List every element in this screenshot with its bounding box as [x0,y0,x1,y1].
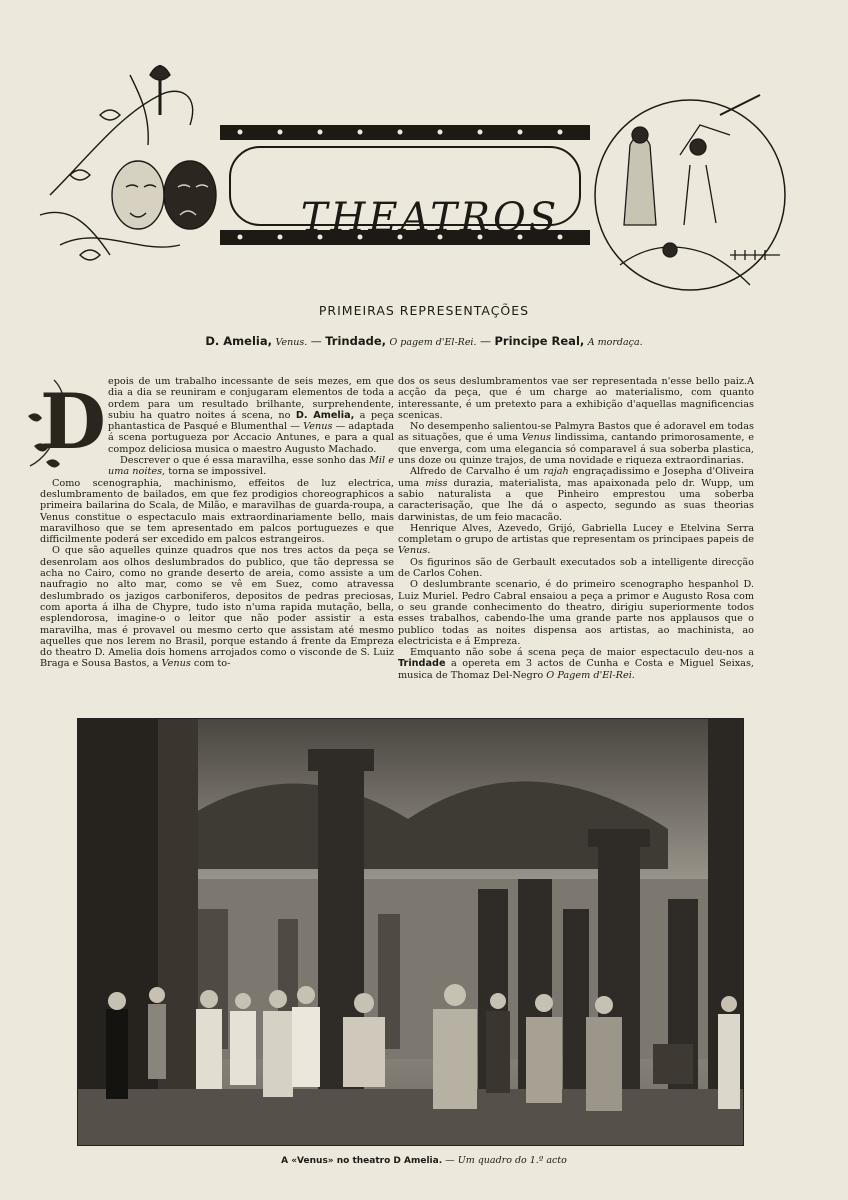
stage-scene-illustration [78,719,744,1146]
caption-sub: Um quadro do 1.º acto [457,1155,567,1166]
premiere-theatre-3: Principe Real, [494,334,585,348]
premiere-theatre-1: D. Amelia, [205,334,272,348]
paragraph: epois de um trabalho incessante de seis mezes, em que dia a dia se reuniram e conjugaram elementos de toda a ordem para um resultado brilhante, surprehendente, subiu ha quatro noites á scena, no D. Amelia, a peça phantastica de Pasqué e Blumenthal — Venus — adaptada á scena portugueza por Accacio Antunes, e para a qual compoz deliciosa musica o maestro Augusto Machado. [108,376,394,455]
premieres-line [0,334,848,348]
photo-caption [0,1155,848,1166]
paragraph: Emquanto não sobe á scena peça de maior espectaculo deu-nos a Trindade a opereta em 3 actos de Cunha e Costa e Miguel Seixas, musica de Thomaz Del-Negro O Pagem d'El-Rei. [398,647,754,681]
premiere-play-3: A mordaça. [587,337,643,348]
section-heading: PRIMEIRAS REPRESENTAÇÕES [318,303,530,318]
premiere-play-1: Venus. [275,337,308,348]
paragraph: No desempenho salientou-se Palmyra Bastos que é adoravel em todas as situações, que é uma Venus lindissima, cantando primorosamente, e que enverga, com uma elegancia só comparavel á sua soberba plastica, uns doze ou quinze trajos, de uma novidade e riqueza extraordinarias. [398,421,754,467]
caption-main: A «Venus» no theatro D Amelia. [281,1156,443,1166]
premiere-theatre-2: Trindade, [325,334,386,348]
caption-dash: — [442,1155,458,1166]
paragraph: dos os seus deslumbramentos vae ser representada n'esse bello paiz.A acção da peça, que é um charge ao materialismo, com quanto interessante, é um pretexto para a exhibição d'aquellas magnificencias scenicas. [398,376,754,421]
dropcap-letter: D [40,377,106,466]
paragraph: Alfredo de Carvalho é um rajah engraçadissimo e Josepha d'Oliveira uma miss durazia, materialista, mas apaixonada pelo dr. Wupp, um sabio naturalista a que Pinheiro emprestou uma soberba caracterisação, que lhe dá o aspecto, segundo as suas theorias darwinistas, de um feio macacão. [398,466,754,523]
separator: — [310,335,322,348]
masthead-ornament [30,55,790,305]
paragraph: Como scenographia, machinismo, effeitos de luz electrica, deslumbramento de bailados, em que fez prodigios choreographicos a primeira bailarina do Scala, de Milão, e maravilhas de guarda-roupa, a Venus constitue o espectaculo mais extraordinariamente bello, mais maravilhoso que se tem apresentado em palcos portuguezes e que difficilmente poderá ser excedido em palcos estrangeiros. [40,477,394,546]
paragraph: O que são aquelles quinze quadros que nos tres actos da peça se desenrolam aos olhos deslumbrados do publico, que tão depressa se acha no Cairo, como no grande deserto de areia, como assiste a um naufragio no alto mar, como se vê em Suez, como atravessa deslumbrado os jazigos carboniferos, depositos de pedras preciosas, com aporta á ilha de Chypre, tudo isto n'uma rapida mutação, bella, esplendorosa, imagine-o o leitor que não poder assistir a esta maravilha, mas é provavel ou mesmo certo que assistam até mesmo aquelles que nos lerem no Brasil, porque estando á frente da Empreza do theatro D. Amelia dois homens arrojados como o visconde de S. Luiz Braga e Sousa Bastos, a Venus com to- [40,545,394,670]
dropcap [26,376,106,472]
masthead-illustration [30,55,790,305]
masthead-title: THEATROS [300,195,560,241]
article-column-left [40,376,394,670]
paragraph: Os figurinos são de Gerbault executados sob a intelligente direcção de Carlos Cohen. [398,556,754,580]
stage-photograph [77,718,744,1146]
paragraph: O deslumbrante scenario, é do primeiro scenographo hespanhol D. Luiz Muriel. Pedro Cabral ensaiou a peça a primor e Augusto Rosa com o seu grande conhecimento do theatro, dirigiu superiormente todos esses trabalhos, cabendo-lhe uma grande parte nos applausos que o publico todas as noites dispensa aos artistas, ao machinista, ao electricista e á Empreza. [398,579,754,647]
premiere-play-2: O pagem d'El-Rei. [389,337,477,348]
paragraph: Descrever o que é essa maravilha, esse sonho das Mil e uma noites, torna se impossivel. [108,455,394,478]
separator: — [480,335,491,348]
paragraph: Henrique Alves, Azevedo, Grijó, Gabriella Lucey e Etelvina Serra completam o grupo de artistas que representam os principaes papeis de Venus. [398,522,755,557]
article-column-right [398,376,754,681]
